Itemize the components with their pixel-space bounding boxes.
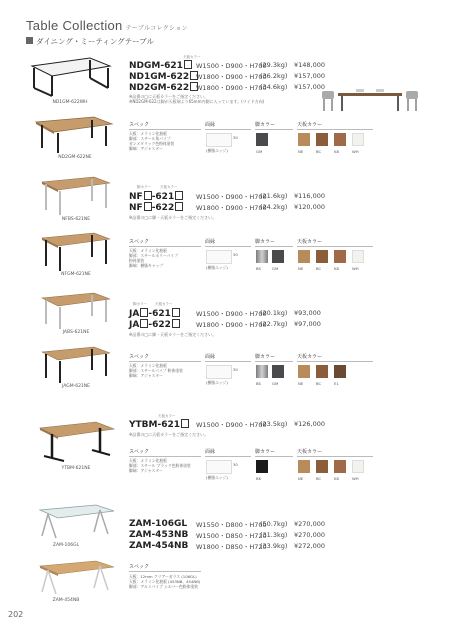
model-code: ND1GM-622	[129, 71, 198, 82]
model-code: JA -621	[129, 308, 180, 319]
price: ¥97,000	[294, 320, 321, 328]
swatch-label: GM	[256, 149, 263, 154]
table-photo-jabs	[40, 292, 112, 330]
swatch-label: E1	[334, 381, 339, 386]
swatch-label: K8	[334, 266, 339, 271]
swatch-label: WH	[352, 266, 359, 271]
color-box-icon	[144, 202, 152, 211]
model-code: JA -622	[129, 319, 180, 330]
spec-text: 天板：メラミン化粧板	[129, 131, 167, 136]
page-title	[26, 18, 188, 33]
page-title-text: Table Collection	[26, 18, 123, 33]
color-box-icon	[172, 319, 180, 328]
leg-swatch-gm	[272, 365, 284, 378]
top-color-hint: 天板カラー	[155, 302, 173, 306]
section-title: ダイニング・ミーティングテーブル	[36, 37, 154, 46]
spec-text: 脚部：スチール角パイプ	[129, 136, 171, 141]
weight: (36.2kg)	[260, 72, 288, 80]
top-swatch-ne	[298, 365, 310, 378]
leg-color-heading: 脚カラー	[255, 239, 276, 245]
top-swatch-bc	[316, 365, 328, 378]
spec-text: 天板：メラミン化粧板	[129, 458, 167, 463]
model-code: ZAM-453NB	[129, 530, 189, 540]
weight: (20.1kg)	[260, 309, 288, 317]
top-swatch-ne	[298, 133, 310, 146]
spec-text: 脚部：スチールポリーパイプ	[129, 253, 178, 258]
swatch-label: NE	[298, 266, 304, 271]
spec-text: 天板：12mm クリアーガラス (106GL)	[129, 574, 197, 579]
swatch-label: BC	[316, 149, 322, 154]
edge-mm: 30	[233, 367, 238, 372]
photo-caption: NFGM-621NE	[61, 272, 91, 277]
leg-swatch-bk	[256, 460, 268, 473]
divider	[297, 129, 373, 130]
divider	[129, 456, 201, 457]
photo-caption: ND1GM-622WH	[52, 100, 88, 105]
spec-text: 脚端：アジャスター	[129, 468, 163, 473]
price: ¥120,000	[294, 203, 326, 211]
top-swatch-wh	[352, 460, 364, 473]
weight: (33.9kg)	[260, 542, 288, 550]
top-color-heading: 天板カラー	[297, 449, 323, 455]
divider	[297, 246, 373, 247]
swatch-label: NE	[298, 381, 304, 386]
edge-mm: 30	[233, 135, 238, 140]
weight: (23.5kg)	[260, 420, 288, 428]
top-swatch-ne	[298, 250, 310, 263]
divider	[129, 361, 201, 362]
table-photo-nd2gm	[34, 116, 114, 154]
photo-caption: NFBS-621NE	[61, 217, 91, 222]
swatch-label: K8	[334, 149, 339, 154]
swatch-label: BS	[256, 381, 261, 386]
spec-heading: スペック	[129, 354, 150, 360]
swatch-label: BK	[256, 476, 262, 481]
divider	[297, 361, 373, 362]
model-code: NF -622	[129, 202, 183, 213]
spec-text: 天板：メラミン化粧板 (453NB、454NB)	[129, 579, 201, 584]
color-box-icon	[172, 308, 180, 317]
leg-color-heading: 脚カラー	[255, 354, 276, 360]
edge-label: (樹脂エッジ)	[206, 265, 228, 270]
photo-caption: JAGM-621NE	[61, 384, 91, 389]
edge-heading: 面縁	[205, 449, 216, 455]
price: ¥157,000	[294, 72, 326, 80]
photo-caption: JABS-621NE	[62, 330, 90, 335]
edge-label: (樹脂エッジ)	[206, 475, 228, 480]
top-swatch-k8	[334, 460, 346, 473]
price: ¥126,000	[294, 420, 326, 428]
note: ※品番の□に天板カラーをご指定ください。	[129, 94, 209, 99]
price: ¥270,000	[294, 531, 326, 539]
edge-heading: 面縁	[205, 239, 216, 245]
model-code: ZAM-454NB	[129, 541, 189, 551]
top-color-heading: 天板カラー	[297, 354, 323, 360]
top-color-hint: 天板カラー	[183, 55, 201, 59]
top-swatch-ne	[298, 460, 310, 473]
weight: (24.2kg)	[260, 203, 288, 211]
note: ※ND2GM-622は脚が天板端より65mm内側に入っています。(ワイド方向)	[129, 99, 265, 104]
weight: (22.7kg)	[260, 320, 288, 328]
weight: (21.6kg)	[260, 192, 288, 200]
leg-swatch-gm	[272, 250, 284, 263]
edge-label: (樹脂エッジ)	[206, 148, 228, 153]
weight: (29.3kg)	[260, 61, 288, 69]
table-photo-nfbs	[40, 176, 112, 216]
top-color-hint: 天板カラー	[158, 414, 176, 418]
spec-text: 脚端：アジャスター	[129, 373, 163, 378]
spec-text: 脚部：スチール ブラック色粉体塗装	[129, 463, 191, 468]
divider	[255, 246, 293, 247]
leg-color-heading: 脚カラー	[255, 449, 276, 455]
swatch-label: WH	[352, 149, 359, 154]
model-code: NF -621	[129, 191, 183, 202]
note: ※品番の□に脚・天板カラーをご指定ください。	[129, 332, 217, 337]
top-swatch-wh	[352, 250, 364, 263]
swatch-label: BC	[316, 266, 322, 271]
swatch-label: NE	[298, 476, 304, 481]
leg-swatch-bs	[256, 365, 268, 378]
dims: W1500・D900・H700	[196, 421, 267, 429]
edge-heading: 面縁	[205, 122, 216, 128]
table-photo-nfgm	[40, 232, 112, 272]
top-swatch-bc	[316, 460, 328, 473]
swatch-label: WH	[352, 476, 359, 481]
divider	[129, 129, 201, 130]
divider	[205, 129, 251, 130]
color-box-icon	[144, 191, 152, 200]
swatch-label: BC	[316, 381, 322, 386]
top-color-hint: 天板カラー	[160, 185, 178, 189]
spec-text: ガンメタリック色粉体塗装	[129, 141, 175, 146]
swatch-label: GM	[272, 266, 279, 271]
top-swatch-k8	[334, 250, 346, 263]
swatch-label: K8	[334, 476, 339, 481]
dining-scene-photo	[320, 87, 430, 113]
dims: W1800・D900・H700	[196, 204, 267, 212]
spec-text: 脚部：アルミバイブ シルバー色粉体塗装	[129, 584, 198, 589]
top-swatch-bc	[316, 133, 328, 146]
divider	[129, 246, 201, 247]
spec-text: 脚部：スチールパイプ 粉体塗装	[129, 368, 183, 373]
edge-sample	[206, 365, 232, 379]
table-photo-ytbm	[38, 420, 116, 464]
spec-heading: スペック	[129, 449, 150, 455]
top-swatch-wh	[352, 133, 364, 146]
table-photo-zam106gl	[38, 504, 116, 540]
divider	[129, 571, 201, 572]
leg-color-hint: 脚カラー	[133, 302, 147, 306]
top-color-heading: 天板カラー	[297, 122, 323, 128]
note: ※品番の□に天板カラーをご指定ください。	[129, 432, 209, 437]
edge-sample	[206, 460, 232, 474]
table-photo-nd1gm	[28, 56, 112, 98]
color-box-icon	[175, 191, 183, 200]
edge-sample	[206, 133, 232, 147]
leg-color-hint: 脚カラー	[137, 185, 151, 189]
spec-text: 脚端：樹脂キャップ	[129, 263, 164, 268]
model-code: YTBM-621	[129, 419, 189, 430]
table-photo-jagm	[40, 346, 112, 384]
divider	[205, 361, 251, 362]
photo-caption: YTBM-621NE	[61, 466, 91, 471]
edge-label: (樹脂エッジ)	[206, 380, 228, 385]
edge-mm: 30	[233, 462, 238, 467]
page-title-jp: テーブルコレクション	[125, 26, 188, 32]
price: ¥148,000	[294, 61, 326, 69]
photo-caption: ZAM-454NB	[52, 598, 80, 603]
divider	[297, 456, 373, 457]
divider	[255, 456, 293, 457]
price: ¥93,000	[294, 309, 321, 317]
top-swatch-k8	[334, 133, 346, 146]
swatch-label: NE	[298, 149, 304, 154]
dims: W1500・D900・H700	[196, 310, 267, 318]
dims: W1800・D850・H720	[196, 543, 267, 551]
spec-text: 天板：メラミン化粧板	[129, 248, 167, 253]
spec-heading: スペック	[129, 239, 150, 245]
divider	[255, 361, 293, 362]
price: ¥272,000	[294, 542, 326, 550]
swatch-label: GM	[272, 381, 279, 386]
dims: W1550・D800・H700	[196, 521, 267, 529]
color-box-icon	[181, 419, 189, 428]
top-color-heading: 天板カラー	[297, 239, 323, 245]
dims: W1500・D850・H720	[196, 532, 267, 540]
spec-text: 天板：メラミン化粧板	[129, 363, 167, 368]
photo-caption: ND2GM-622NE	[58, 155, 92, 160]
price: ¥157,000	[294, 83, 326, 91]
dims: W1800・D900・H700	[196, 73, 267, 81]
edge-heading: 面縁	[205, 354, 216, 360]
divider	[205, 456, 251, 457]
divider	[205, 246, 251, 247]
dims: W1500・D900・H700	[196, 193, 267, 201]
divider	[255, 129, 293, 130]
edge-mm: 30	[233, 252, 238, 257]
leg-color-heading: 脚カラー	[255, 122, 276, 128]
spec-heading: スペック	[129, 564, 150, 570]
dims: W1500・D900・H700	[196, 62, 267, 70]
note: ※品番の□に脚・天板カラーをご指定ください。	[129, 215, 217, 220]
photo-caption: ZAM-106GL	[52, 543, 80, 548]
section-marker-icon	[26, 37, 33, 44]
top-swatch-bc	[316, 250, 328, 263]
spec-text: 粉体塗装	[129, 258, 145, 263]
weight: (34.6kg)	[260, 83, 288, 91]
model-code: ND2GM-622	[129, 82, 198, 93]
weight: (50.7kg)	[260, 520, 288, 528]
weight: (31.3kg)	[260, 531, 288, 539]
spec-text: 脚端：アジャスター	[129, 146, 163, 151]
swatch-label: BC	[316, 476, 322, 481]
spec-heading: スペック	[129, 122, 150, 128]
price: ¥116,000	[294, 192, 326, 200]
table-photo-zam454nb	[38, 560, 116, 596]
leg-swatch-gm	[256, 133, 268, 146]
color-box-icon	[175, 202, 183, 211]
leg-swatch-bs	[256, 250, 268, 263]
dims: W1800・D900・H700	[196, 84, 267, 92]
model-code: NDGM-621	[129, 60, 192, 71]
edge-sample	[206, 250, 232, 264]
price: ¥270,000	[294, 520, 326, 528]
swatch-label: BS	[256, 266, 261, 271]
page-number: 202	[8, 610, 24, 619]
model-code: ZAM-106GL	[129, 519, 188, 529]
dims: W1800・D900・H700	[196, 321, 267, 329]
top-swatch-e1	[334, 365, 346, 378]
color-box-icon	[184, 60, 192, 69]
